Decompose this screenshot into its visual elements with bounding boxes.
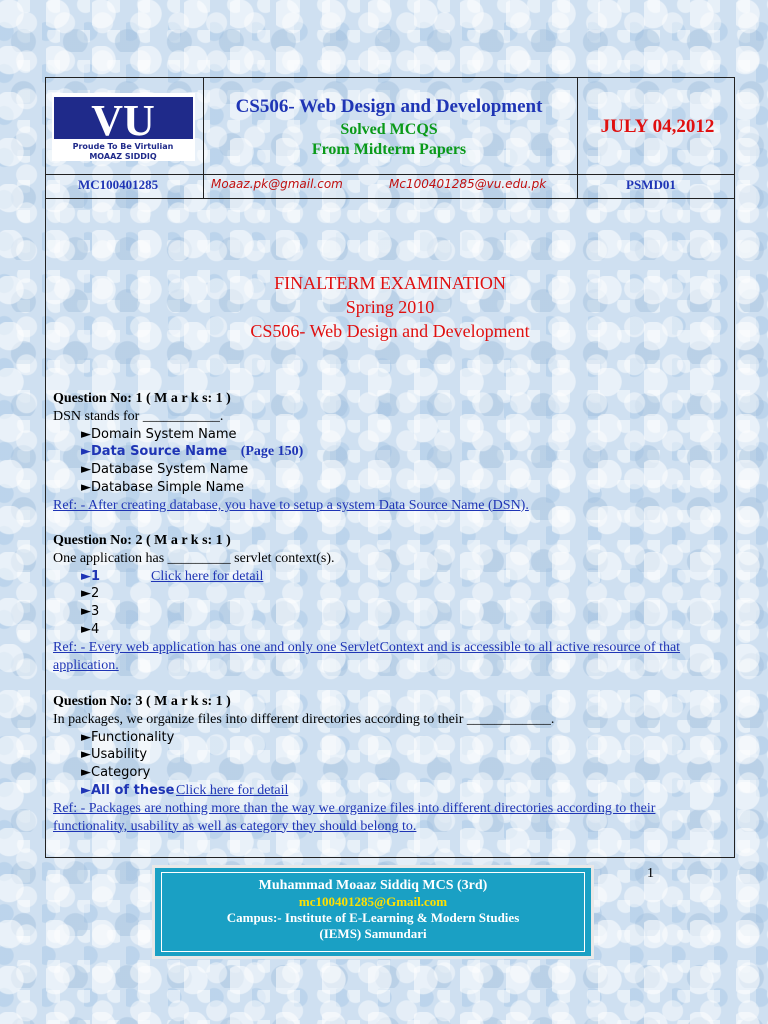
logo-mark: VU [91,96,155,145]
exam-session: Spring 2010 [345,297,435,317]
divider [577,174,578,198]
question-text: One application has _________ servlet context(s). [53,550,335,566]
option-a: ►Functionality [81,729,175,745]
author-name: Muhammad Moaaz Siddiq MCS (3rd) [258,878,488,893]
exam-type: FINALTERM EXAMINATION [274,273,506,293]
paper-code: PSMD01 [626,177,676,192]
detail-link[interactable]: Click here for detail [176,782,289,798]
reference-note: Ref: - Every web application has one and only one ServletContext and is accessible to all active resource of that application. [53,639,681,673]
question-2 [53,532,729,674]
exam-course: CS506- Web Design and Development [250,321,530,341]
subtitle-solved: Solved MCQS [340,121,438,138]
footer-banner [152,865,594,959]
option-b-correct [53,443,729,461]
question-title: Question No: 3 ( M a r k s: 1 ) [53,694,231,709]
header-row [46,78,734,175]
option-d: ►Database Simple Name [81,479,245,495]
option-d: ►4 [81,621,100,637]
option-c: ►Database System Name [81,462,249,478]
option-b: ►Usability [81,747,148,763]
reference-note: Ref: - After creating database, you have to setup a system Data Source Name (DSN). [53,497,529,513]
question-title: Question No: 2 ( M a r k s: 1 ) [53,533,231,548]
option-a-correct [53,568,729,586]
question-text: In packages, we organize files into different directories according to their ____________. [53,711,555,727]
option-text: ►Data Source Name [81,444,228,460]
option-text: ►1 [81,568,101,584]
logo-name: MOAAZ SIDDIQ [89,152,157,161]
page-number: 1 [647,866,654,881]
logo-tagline: Proude To Be Virtulian [72,142,174,151]
campus-abbr: (IEMS) Samundari [319,926,427,941]
option-b: ►2 [81,586,100,602]
footer-inner [161,872,585,952]
divider [203,174,204,198]
email-gmail: Moaaz.pk@gmail.com [211,177,343,191]
document-frame [45,77,735,858]
vu-logo [52,93,195,161]
email-vu: Mc100401285@vu.edu.pk [389,177,547,191]
reference-note: Ref: - Packages are nothing more than the way we organize files into different directories according to their functionality, usability as well as category they should belong to. [53,800,656,834]
question-1 [53,390,729,515]
option-text: ►All of these [81,782,175,798]
campus-name: Campus:- Institute of E-Learning & Modern Studies [226,910,520,925]
subtitle-midterm: From Midterm Papers [311,141,467,158]
student-id: MC100401285 [78,177,159,192]
question-3 [53,693,729,835]
divider [577,78,578,174]
question-title: Question No: 1 ( M a r k s: 1 ) [53,391,231,406]
course-title: CS506- Web Design and Development [235,96,543,117]
option-d-correct [53,782,729,800]
info-row [46,174,734,199]
option-c: ►Category [81,765,151,781]
page-reference: (Page 150) [240,444,304,460]
author-email: mc100401285@Gmail.com [298,894,448,909]
question-text: DSN stands for ___________. [53,408,224,424]
detail-link[interactable]: Click here for detail [151,568,264,584]
date: JULY 04,2012 [600,116,715,137]
option-a: ►Domain System Name [81,426,237,442]
option-c: ►3 [81,604,100,620]
